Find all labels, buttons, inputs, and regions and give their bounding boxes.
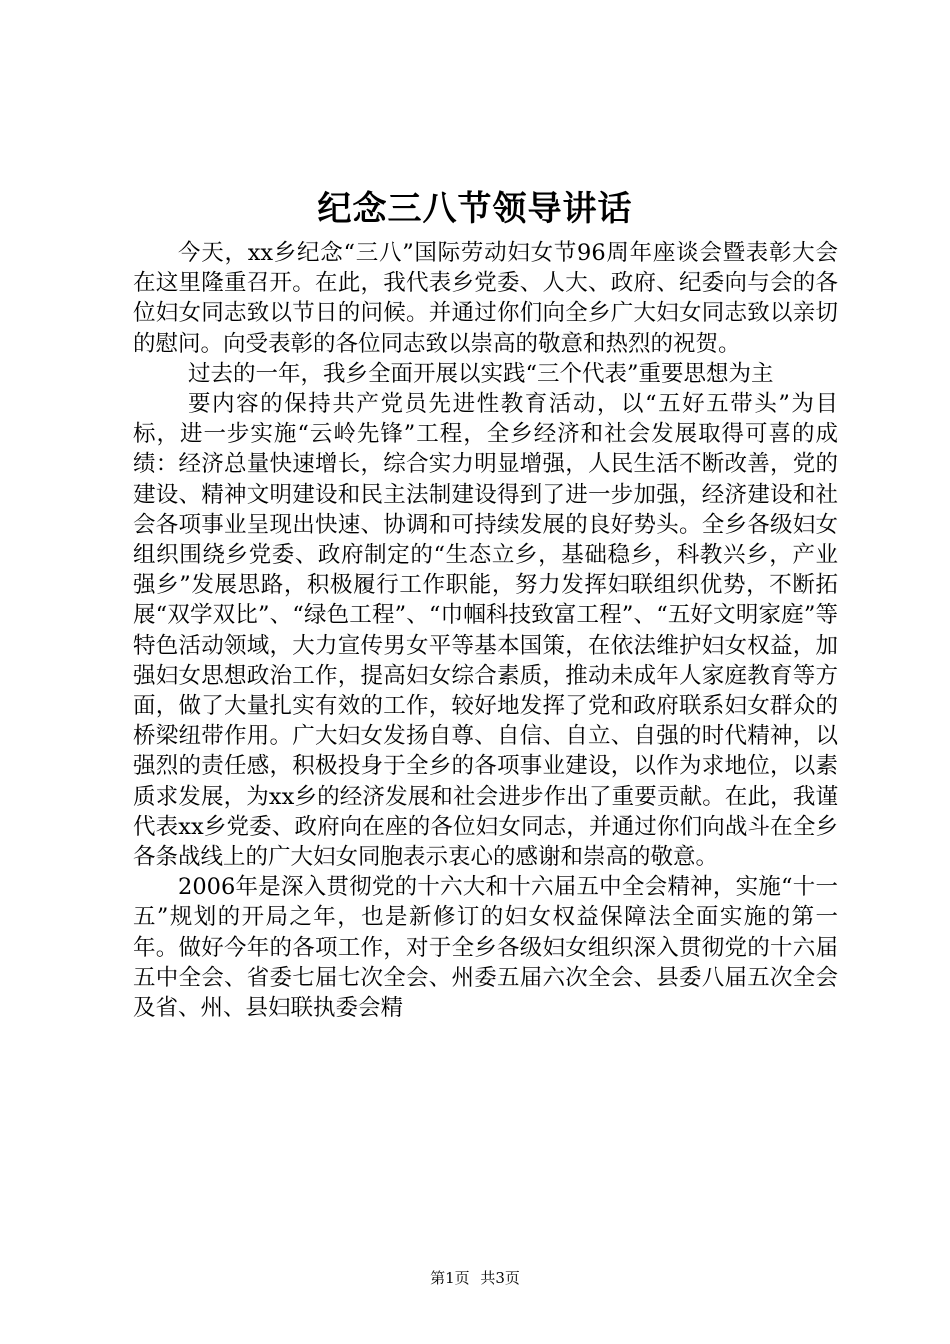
document-body xyxy=(133,238,838,1023)
page-total: 共3页 xyxy=(480,1269,520,1287)
paragraph-2006: 2006年是深入贯彻党的十六大和十六届五中全会精神，实施“十一五”规划的开局之年，也是新修订的妇女权益保障法全面实施的第一年。做好今年的各项工作，对于全乡各级妇女组织深入贯彻党的十六届五中全会、省委七届七次全会、州委五届六次全会、县委八届五次全会及省、州、县妇联执委会精 xyxy=(133,874,838,1022)
paragraph-opening: 今天，xx乡纪念“三八”国际劳动妇女节96周年座谈会暨表彰大会在这里隆重召开。在此，我代表乡党委、人大、政府、纪委向与会的各位妇女同志致以节日的问候。并通过你们向全乡广大妇女同志致以亲切的慰问。向受表彰的各位同志致以崇高的敬意和热烈的祝贺。 xyxy=(133,240,838,357)
page-title: 纪念三八节领导讲话 xyxy=(317,189,633,229)
paragraph-achievements: 要内容的保持共产党员先进性教育活动，以“五好五带头”为目标，进一步实施“云岭先锋”工程，全乡经济和社会发展取得可喜的成绩：经济总量快速增长，综合实力明显增强，人民生活不断改善，党的建设、精神文明建设和民主法制建设得到了进一步加强，经济建设和社会各项事业呈现出快速、协调和可持续发展的良好势头。全乡各级妇女组织围绕乡党委、政府制定的“生态立乡，基础稳乡，科教兴乡，产业强乡”发展思路，积极履行工作职能，努力发挥妇联组织优势，不断拓展“双学双比”、“绿色工程”、“巾帼科技致富工程”、“五好文明家庭”等特色活动领域，大力宣传男女平等基本国策，在依法维护妇女权益，加强妇女思想政治工作，提高妇女综合素质，推动未成年人家庭教育等方面，做了大量扎实有效的工作，较好地发挥了党和政府联系妇女群众的桥梁纽带作用。广大妇女发扬自尊、自信、自立、自强的时代精神，以强烈的责任感，积极投身于全乡的各项事业建设，以作为求地位，以素质求发展，为xx乡的经济发展和社会进步作出了重要贡献。在此，我谨代表xx乡党委、政府向在座的各位妇女同志，并通过你们向战斗在全乡各条战线上的广大妇女同胞表示衷心的感谢和崇高的敬意。 xyxy=(133,391,838,871)
page-footer xyxy=(0,1268,950,1288)
paragraph-past-year: 过去的一年，我乡全面开展以实践“三个代表”重要思想为主 xyxy=(188,360,774,387)
page-number: 第1页 xyxy=(430,1269,470,1287)
